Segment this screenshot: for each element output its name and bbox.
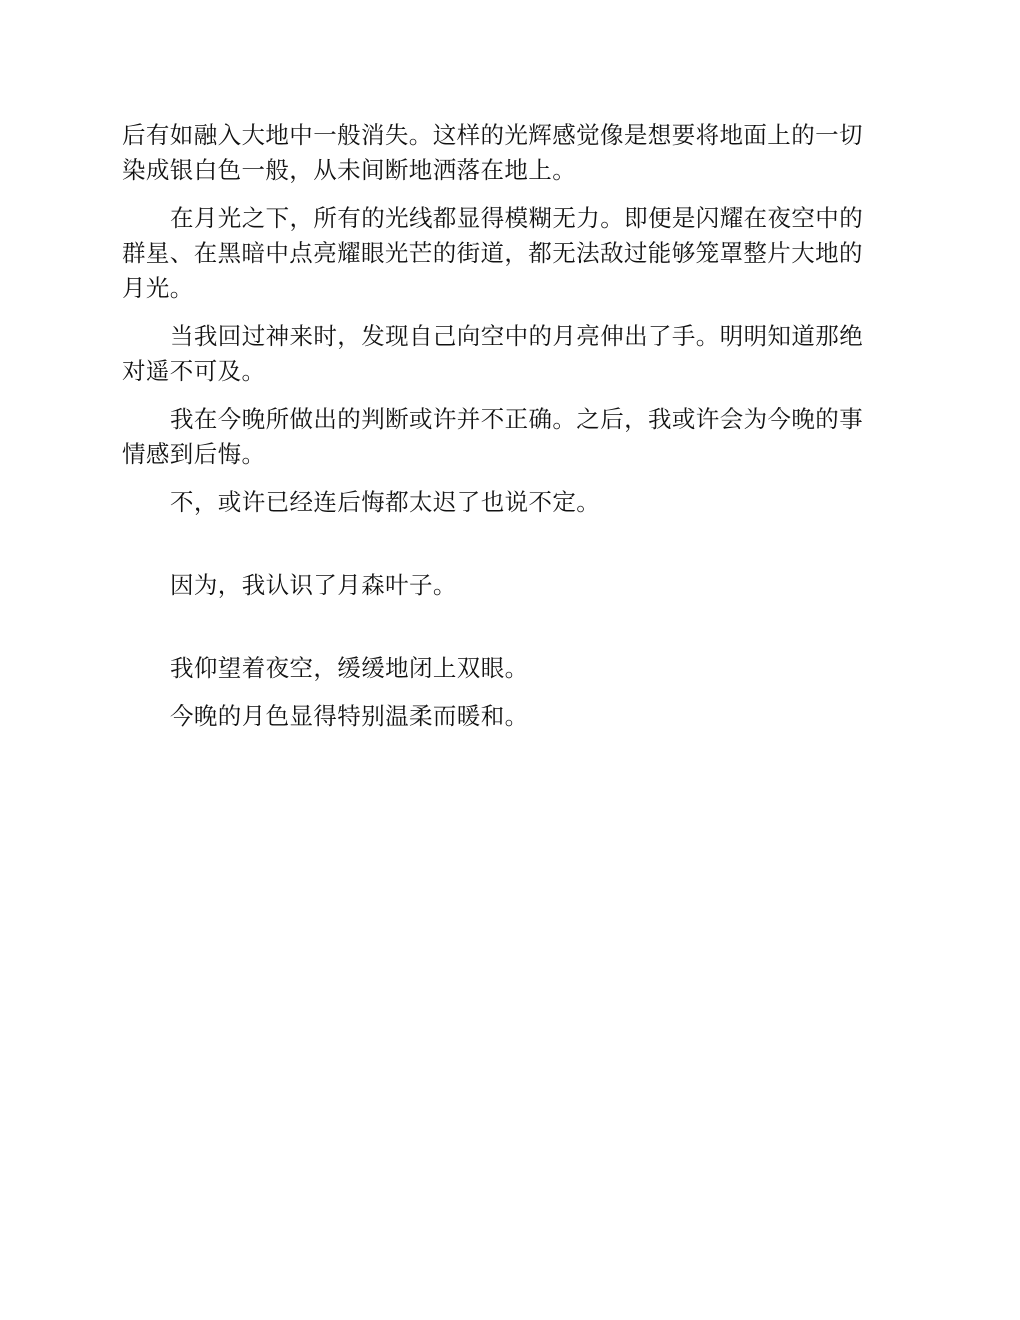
text-line: 我仰望着夜空，缓缓地闭上双眼。 — [170, 654, 529, 682]
text-line: 我在今晚所做出的判断或许并不正确。之后，我或许会为今晚的事 — [170, 405, 864, 433]
paragraph-7 — [122, 651, 898, 686]
paragraph-5 — [122, 485, 898, 520]
text-line: 因为，我认识了月森叶子。 — [170, 571, 457, 599]
text-line: 染成银白色一般，从未间断地洒落在地上。 — [122, 156, 577, 184]
paragraph-4 — [122, 402, 898, 472]
paragraph-3 — [122, 319, 898, 389]
text-line: 今晚的月色显得特别温柔而暖和。 — [170, 702, 529, 730]
text-line: 不，或许已经连后悔都太迟了也说不定。 — [170, 488, 601, 516]
paragraph-2 — [122, 201, 898, 306]
text-line: 对遥不可及。 — [122, 357, 266, 385]
text-line: 当我回过神来时，发现自己向空中的月亮伸出了手。明明知道那绝 — [170, 322, 864, 350]
paragraph-6 — [122, 568, 898, 603]
text-line: 在月光之下，所有的光线都显得模糊无力。即便是闪耀在夜空中的 — [170, 204, 864, 232]
text-line: 月光。 — [122, 274, 194, 302]
text-line: 后有如融入大地中一般消失。这样的光辉感觉像是想要将地面上的一切 — [122, 121, 863, 149]
text-line: 群星、在黑暗中点亮耀眼光芒的街道，都无法敌过能够笼罩整片大地的 — [122, 239, 863, 267]
text-line: 情感到后悔。 — [122, 440, 266, 468]
paragraph-1 — [122, 118, 898, 188]
paragraph-8 — [122, 699, 898, 734]
body-text — [122, 118, 898, 734]
